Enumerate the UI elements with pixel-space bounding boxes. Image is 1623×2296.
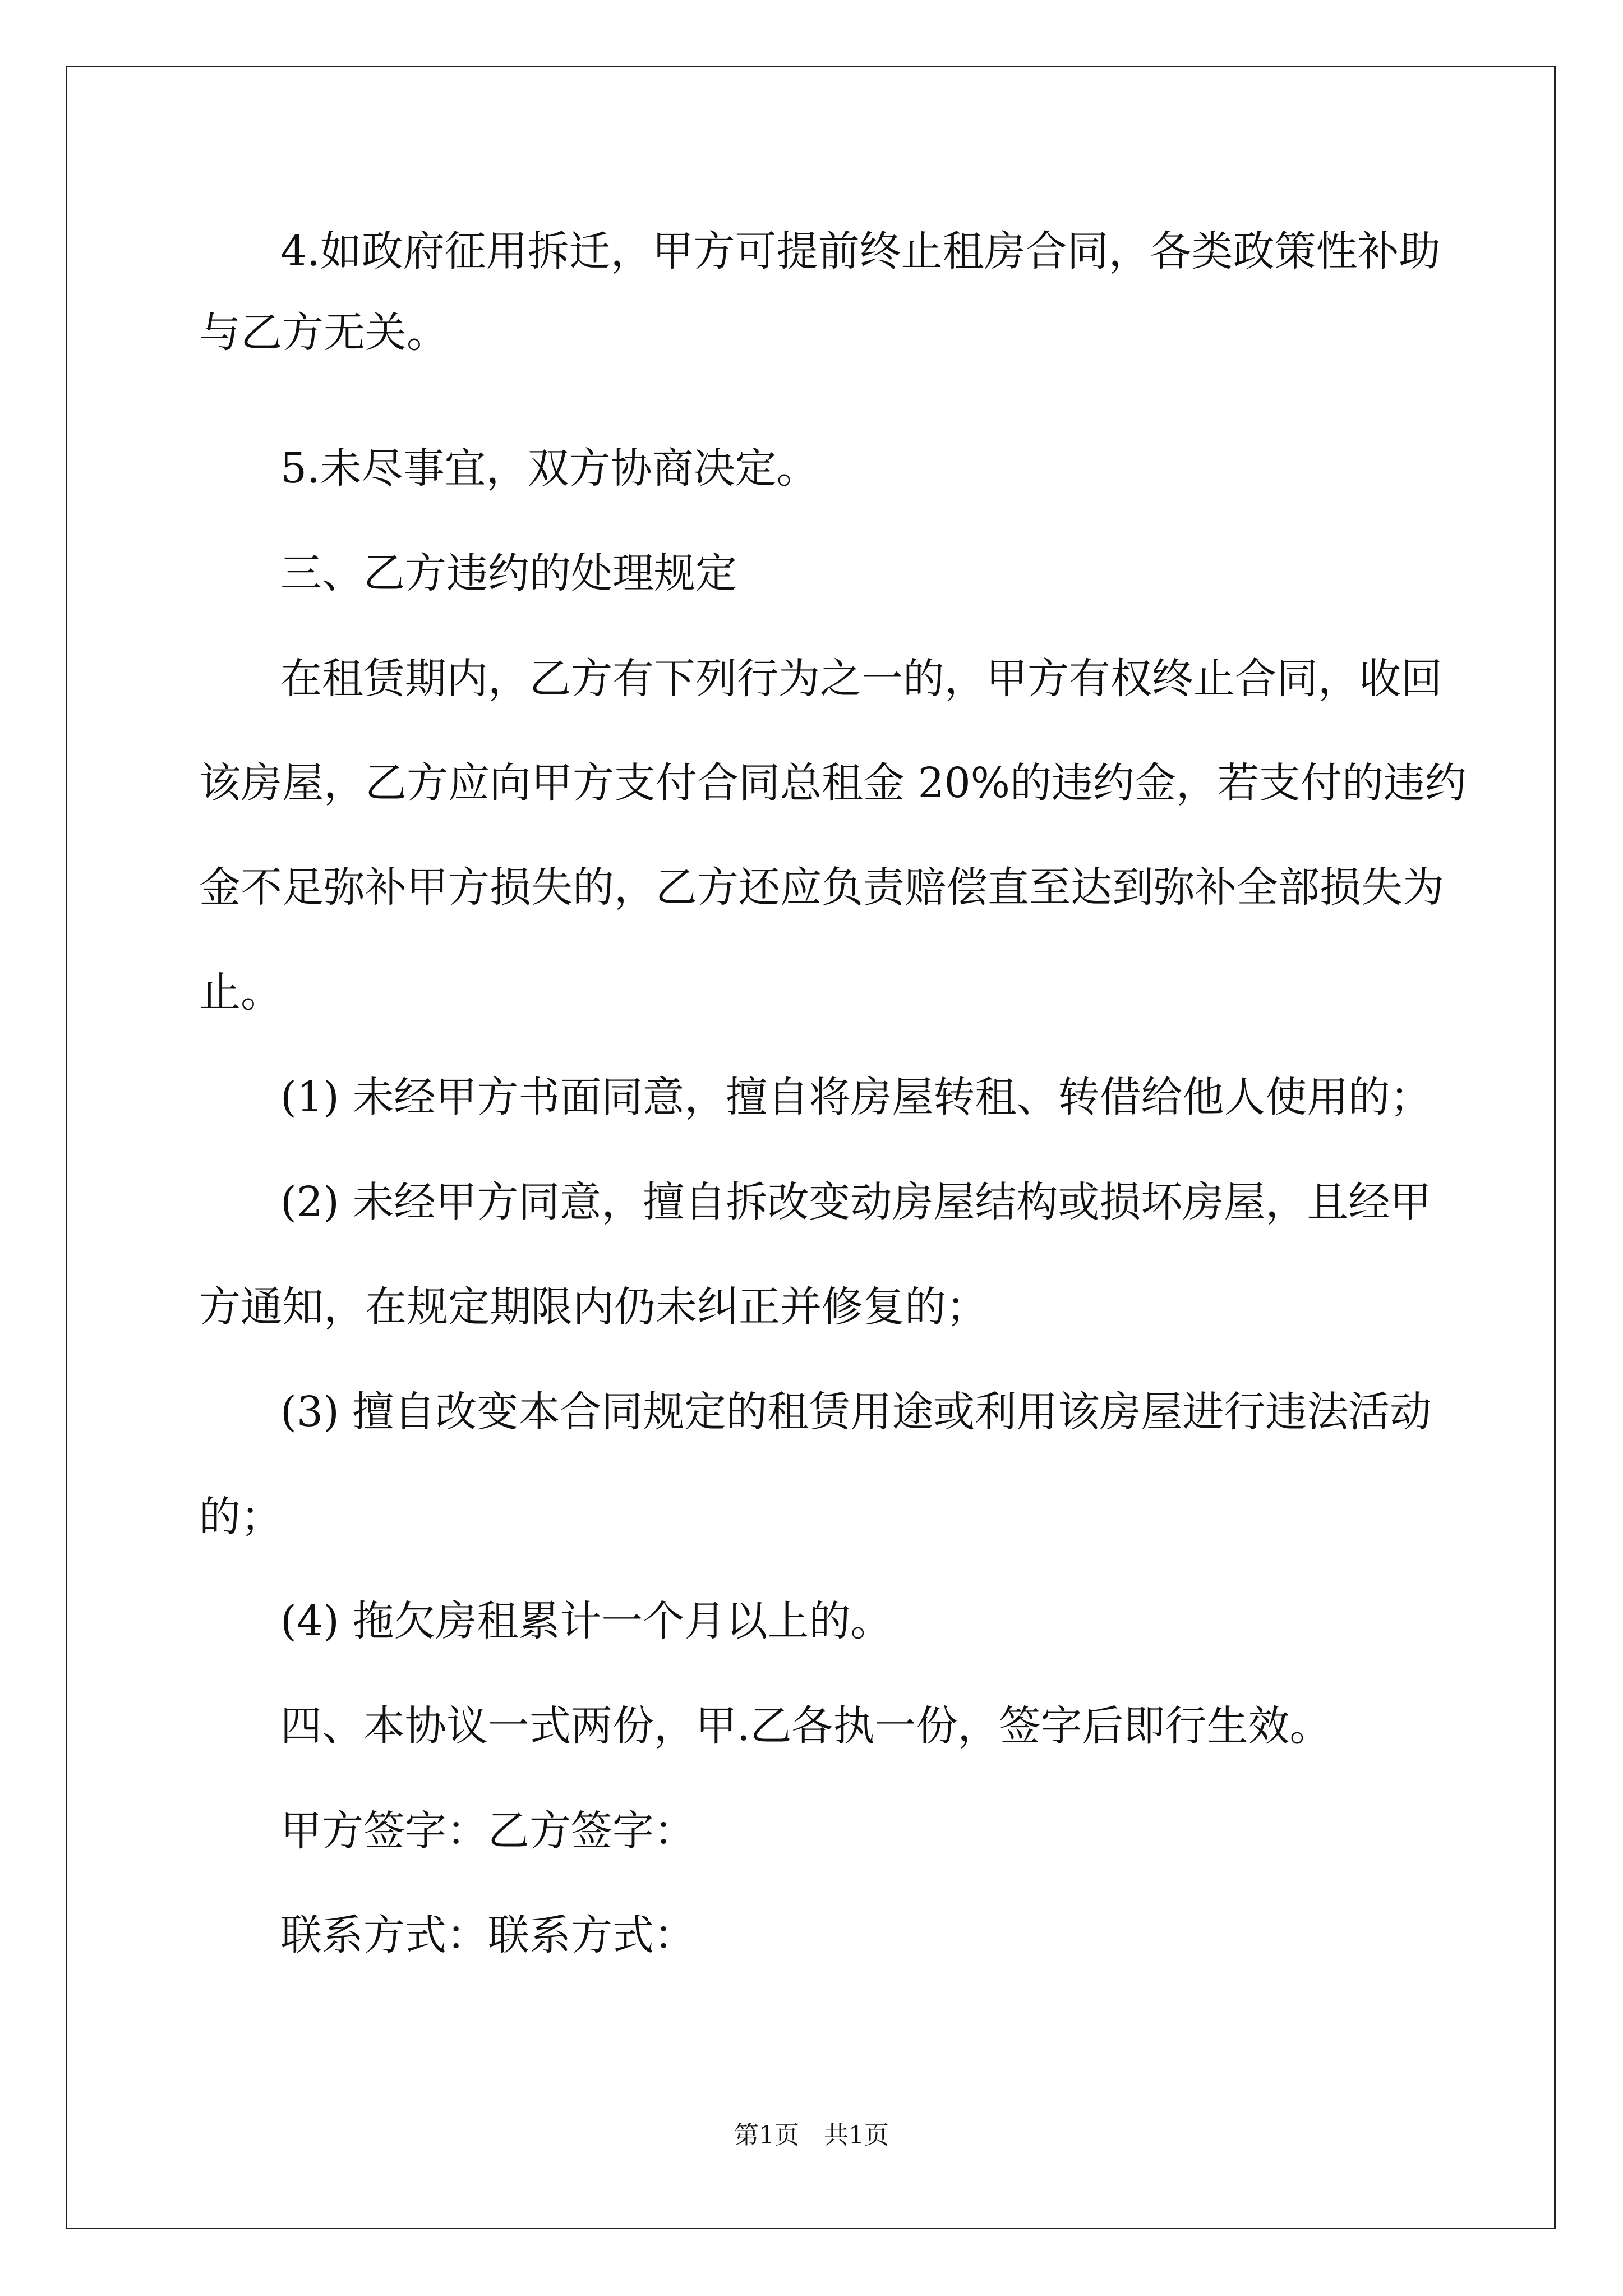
paragraph-5: 5.未尽事宜，双方协商决定。 [280,444,818,493]
clause-4: (4) 拖欠房租累计一个月以上的。 [280,1597,892,1645]
section-3-line-2: 该房屋，乙方应向甲方支付合同总租金 20%的违约金，若支付的违约 [199,759,1467,807]
contact-line: 联系方式：联系方式： [280,1911,695,1959]
signature-line: 甲方签字：乙方签字： [280,1807,695,1855]
clause-3-line-1: (3) 擅自改变本合同规定的租赁用途或利用该房屋进行违法活动 [280,1388,1432,1436]
section-3-heading: 三、乙方违约的处理规定 [280,549,737,597]
section-3-line-1: 在租赁期内，乙方有下列行为之一的，甲方有权终止合同，收回 [280,655,1442,703]
page-footer: 第1页 共1页 [734,2121,889,2150]
clause-1: (1) 未经甲方书面同意，擅自将房屋转租、转借给他人使用的； [280,1073,1432,1121]
section-3-line-4: 止。 [199,968,282,1016]
clause-2-line-1: (2) 未经甲方同意，擅自拆改变动房屋结构或损坏房屋，且经甲 [280,1178,1432,1226]
paragraph-4-line-2: 与乙方无关。 [199,309,448,357]
section-4: 四、本协议一式两份，甲.乙各执一份，签字后即行生效。 [280,1702,1331,1750]
section-3-line-3: 金不足弥补甲方损失的，乙方还应负责赔偿直至达到弥补全部损失为 [199,863,1444,912]
clause-3-line-2: 的； [199,1493,282,1541]
paragraph-4-line-1: 4.如政府征用拆迁，甲方可提前终止租房合同，各类政策性补助 [280,227,1441,275]
clause-2-line-2: 方通知，在规定期限内仍未纠正并修复的； [199,1283,988,1331]
